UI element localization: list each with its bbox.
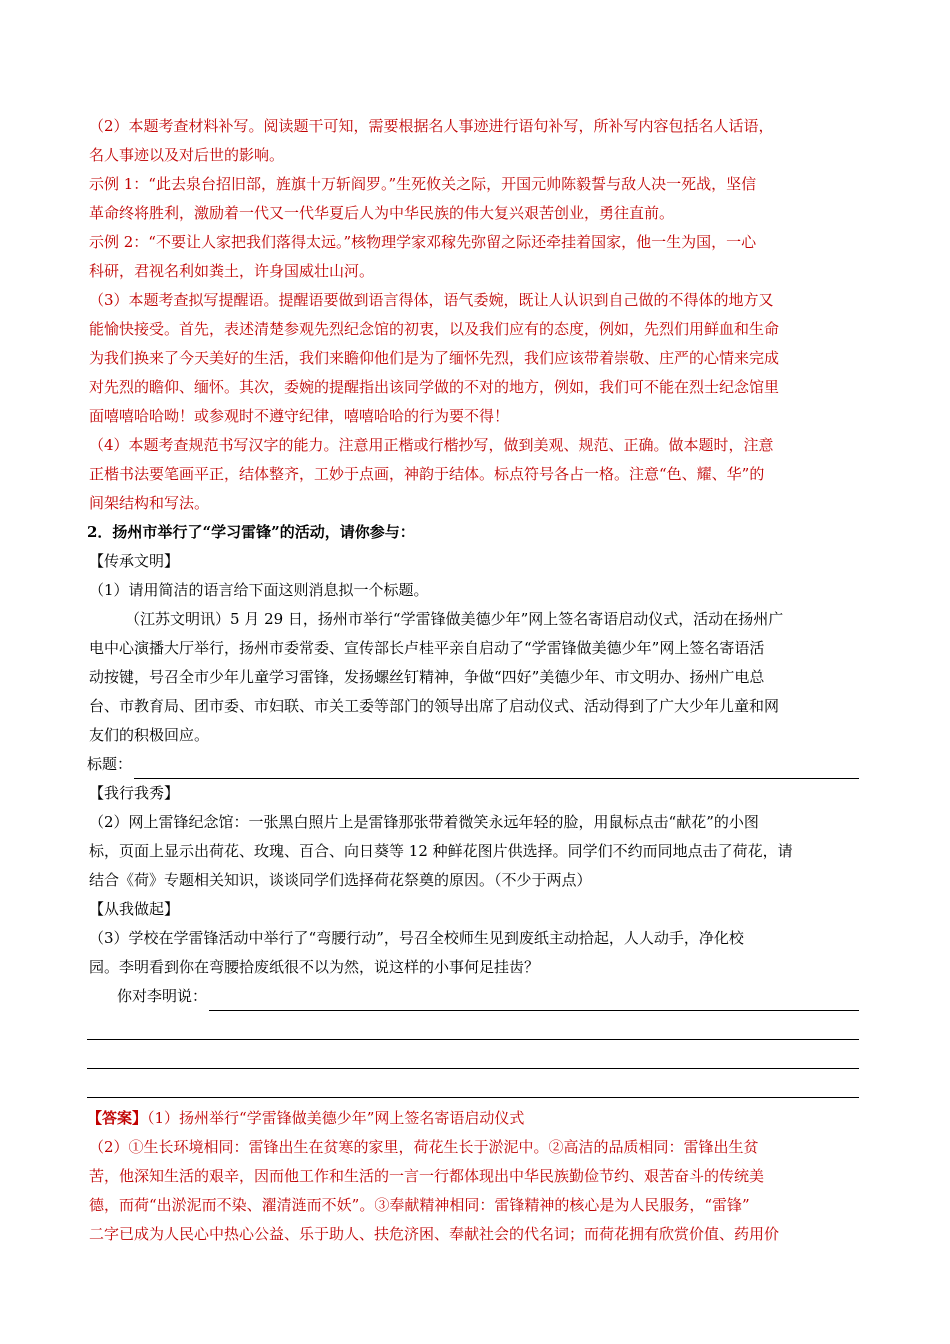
news-line: 电中心演播大厅举行，扬州市委常委、宣传部长卢桂平亲自启动了“学雷锋做美德少年”网上签名寄语活 bbox=[89, 639, 765, 657]
explanation-line: 面嘻嘻哈哈呦！或参观时不遵守纪律，嘻嘻哈哈的行为要不得！ bbox=[89, 407, 510, 425]
answer-first-line bbox=[87, 1104, 859, 1133]
title-answer-row bbox=[87, 750, 859, 779]
question-title: 2．扬州市举行了“学习雷锋”的活动，请你参与： bbox=[87, 523, 415, 541]
answer-block bbox=[87, 1104, 859, 1249]
explanation-line: 革命终将胜利，激励着一代又一代华夏后人为中华民族的伟大复兴艰苦创业，勇往直前。 bbox=[89, 204, 675, 222]
news-line: （江苏文明讯）5 月 29 日，扬州市举行“学雷锋做美德少年”网上签名寄语启动仪式，活动在扬州广 bbox=[125, 610, 784, 628]
answer-blank-line[interactable] bbox=[87, 1069, 859, 1098]
explanation-line: （2）本题考查材料补写。阅读题干可知，需要根据名人事迹进行语句补写，所补写内容包括名人话语， bbox=[89, 117, 774, 135]
question-text: （2）网上雷锋纪念馆：一张黑白照片上是雷锋那张带着微笑永远年轻的脸，用鼠标点击“献花”的小图 bbox=[89, 813, 759, 831]
news-line: 台、市教育局、团市委、市妇联、市关工委等部门的领导出席了启动仪式、活动得到了广大少年儿童和网 bbox=[89, 697, 780, 715]
question-block bbox=[87, 518, 859, 1098]
title-answer-line[interactable] bbox=[134, 758, 859, 779]
say-answer-line[interactable] bbox=[209, 990, 859, 1011]
explanation-line: 正楷书法要笔画平正，结体整齐，工妙于点画，神韵于结体。标点符号各占一格。注意“色、耀、华”的 bbox=[89, 465, 765, 483]
explanation-line: 示例 1：“此去泉台招旧部，旌旗十万斩阎罗。”生死攸关之际，开国元帅陈毅誓与敌人决一死战，坚信 bbox=[89, 175, 757, 193]
answer-blank-line[interactable] bbox=[87, 1011, 859, 1040]
explanation-line: 能愉快接受。首先，表述清楚参观先烈纪念馆的初衷，以及我们应有的态度，例如，先烈们用鲜血和生命 bbox=[89, 320, 780, 338]
explanation-line: 对先烈的瞻仰、缅怀。其次，委婉的提醒指出该同学做的不对的地方，例如，我们可不能在烈士纪念馆里 bbox=[89, 378, 780, 396]
document-content bbox=[87, 112, 859, 1249]
explanation-line: 名人事迹以及对后世的影响。 bbox=[89, 146, 285, 164]
explanation-line: 间架结构和写法。 bbox=[89, 494, 210, 512]
section-heading: 【我行我秀】 bbox=[89, 784, 180, 802]
question-text: 标，页面上显示出荷花、玫瑰、百合、向日葵等 12 种鲜花图片供选择。同学们不约而同地点击了荷花，请 bbox=[89, 842, 793, 860]
news-line: 友们的积极回应。 bbox=[89, 726, 210, 744]
answer-line: （2）①生长环境相同：雷锋出生在贫寒的家里，荷花生长于淤泥中。②高洁的品质相同：雷锋出生贫 bbox=[89, 1138, 759, 1156]
question-text: 园。李明看到你在弯腰拾废纸很不以为然，说这样的小事何足挂齿？ bbox=[89, 958, 540, 976]
question-text: 结合《荷》专题相关知识，谈谈同学们选择荷花祭奠的原因。（不少于两点） bbox=[89, 871, 592, 889]
explanation-line: （4）本题考查规范书写汉字的能力。注意用正楷或行楷抄写，做到美观、规范、正确。做本题时，注意 bbox=[89, 436, 774, 454]
explanation-line: 科研，君视名利如粪土，许身国威壮山河。 bbox=[89, 262, 375, 280]
answer-line: 德，而荷“出淤泥而不染、濯清涟而不妖”。③奉献精神相同：雷锋精神的核心是为人民服务，“雷锋” bbox=[89, 1196, 750, 1214]
say-label: 你对李明说： bbox=[117, 987, 208, 1005]
answer-blank-line[interactable] bbox=[87, 1040, 859, 1069]
question-text: （1）请用简洁的语言给下面这则消息拟一个标题。 bbox=[89, 581, 429, 599]
explanation-line: 示例 2：“不要让人家把我们落得太远。”核物理学家邓稼先弥留之际还牵挂着国家，他一生为国，一心 bbox=[89, 233, 757, 251]
explanation-block bbox=[87, 112, 859, 518]
title-label: 标题： bbox=[87, 755, 133, 773]
answer-line: 二字已成为人民心中热心公益、乐于助人、扶危济困、奉献社会的代名词；而荷花拥有欣赏价值、药用价 bbox=[89, 1225, 780, 1243]
explanation-line: （3）本题考查拟写提醒语。提醒语要做到语言得体，语气委婉，既让人认识到自己做的不得体的地方又 bbox=[89, 291, 774, 309]
answer-text: （1）扬州举行“学雷锋做美德少年”网上签名寄语启动仪式 bbox=[147, 1109, 525, 1127]
explanation-line: 为我们换来了今天美好的生活，我们来瞻仰他们是为了缅怀先烈，我们应该带着崇敬、庄严的心情来完成 bbox=[89, 349, 780, 367]
news-line: 动按键，号召全市少年儿童学习雷锋，发扬螺丝钉精神，争做“四好”美德少年、市文明办、扬州广电总 bbox=[89, 668, 765, 686]
section-heading: 【传承文明】 bbox=[89, 552, 180, 570]
section-heading: 【从我做起】 bbox=[89, 900, 180, 918]
question-text: （3）学校在学雷锋活动中举行了“弯腰行动”，号召全校师生见到废纸主动拾起，人人动手，净化校 bbox=[89, 929, 744, 947]
say-answer-row bbox=[87, 982, 859, 1011]
answer-tag: 【答案】 bbox=[87, 1109, 148, 1127]
answer-line: 苦，他深知生活的艰辛，因而他工作和生活的一言一行都体现出中华民族勤俭节约、艰苦奋斗的传统美 bbox=[89, 1167, 765, 1185]
